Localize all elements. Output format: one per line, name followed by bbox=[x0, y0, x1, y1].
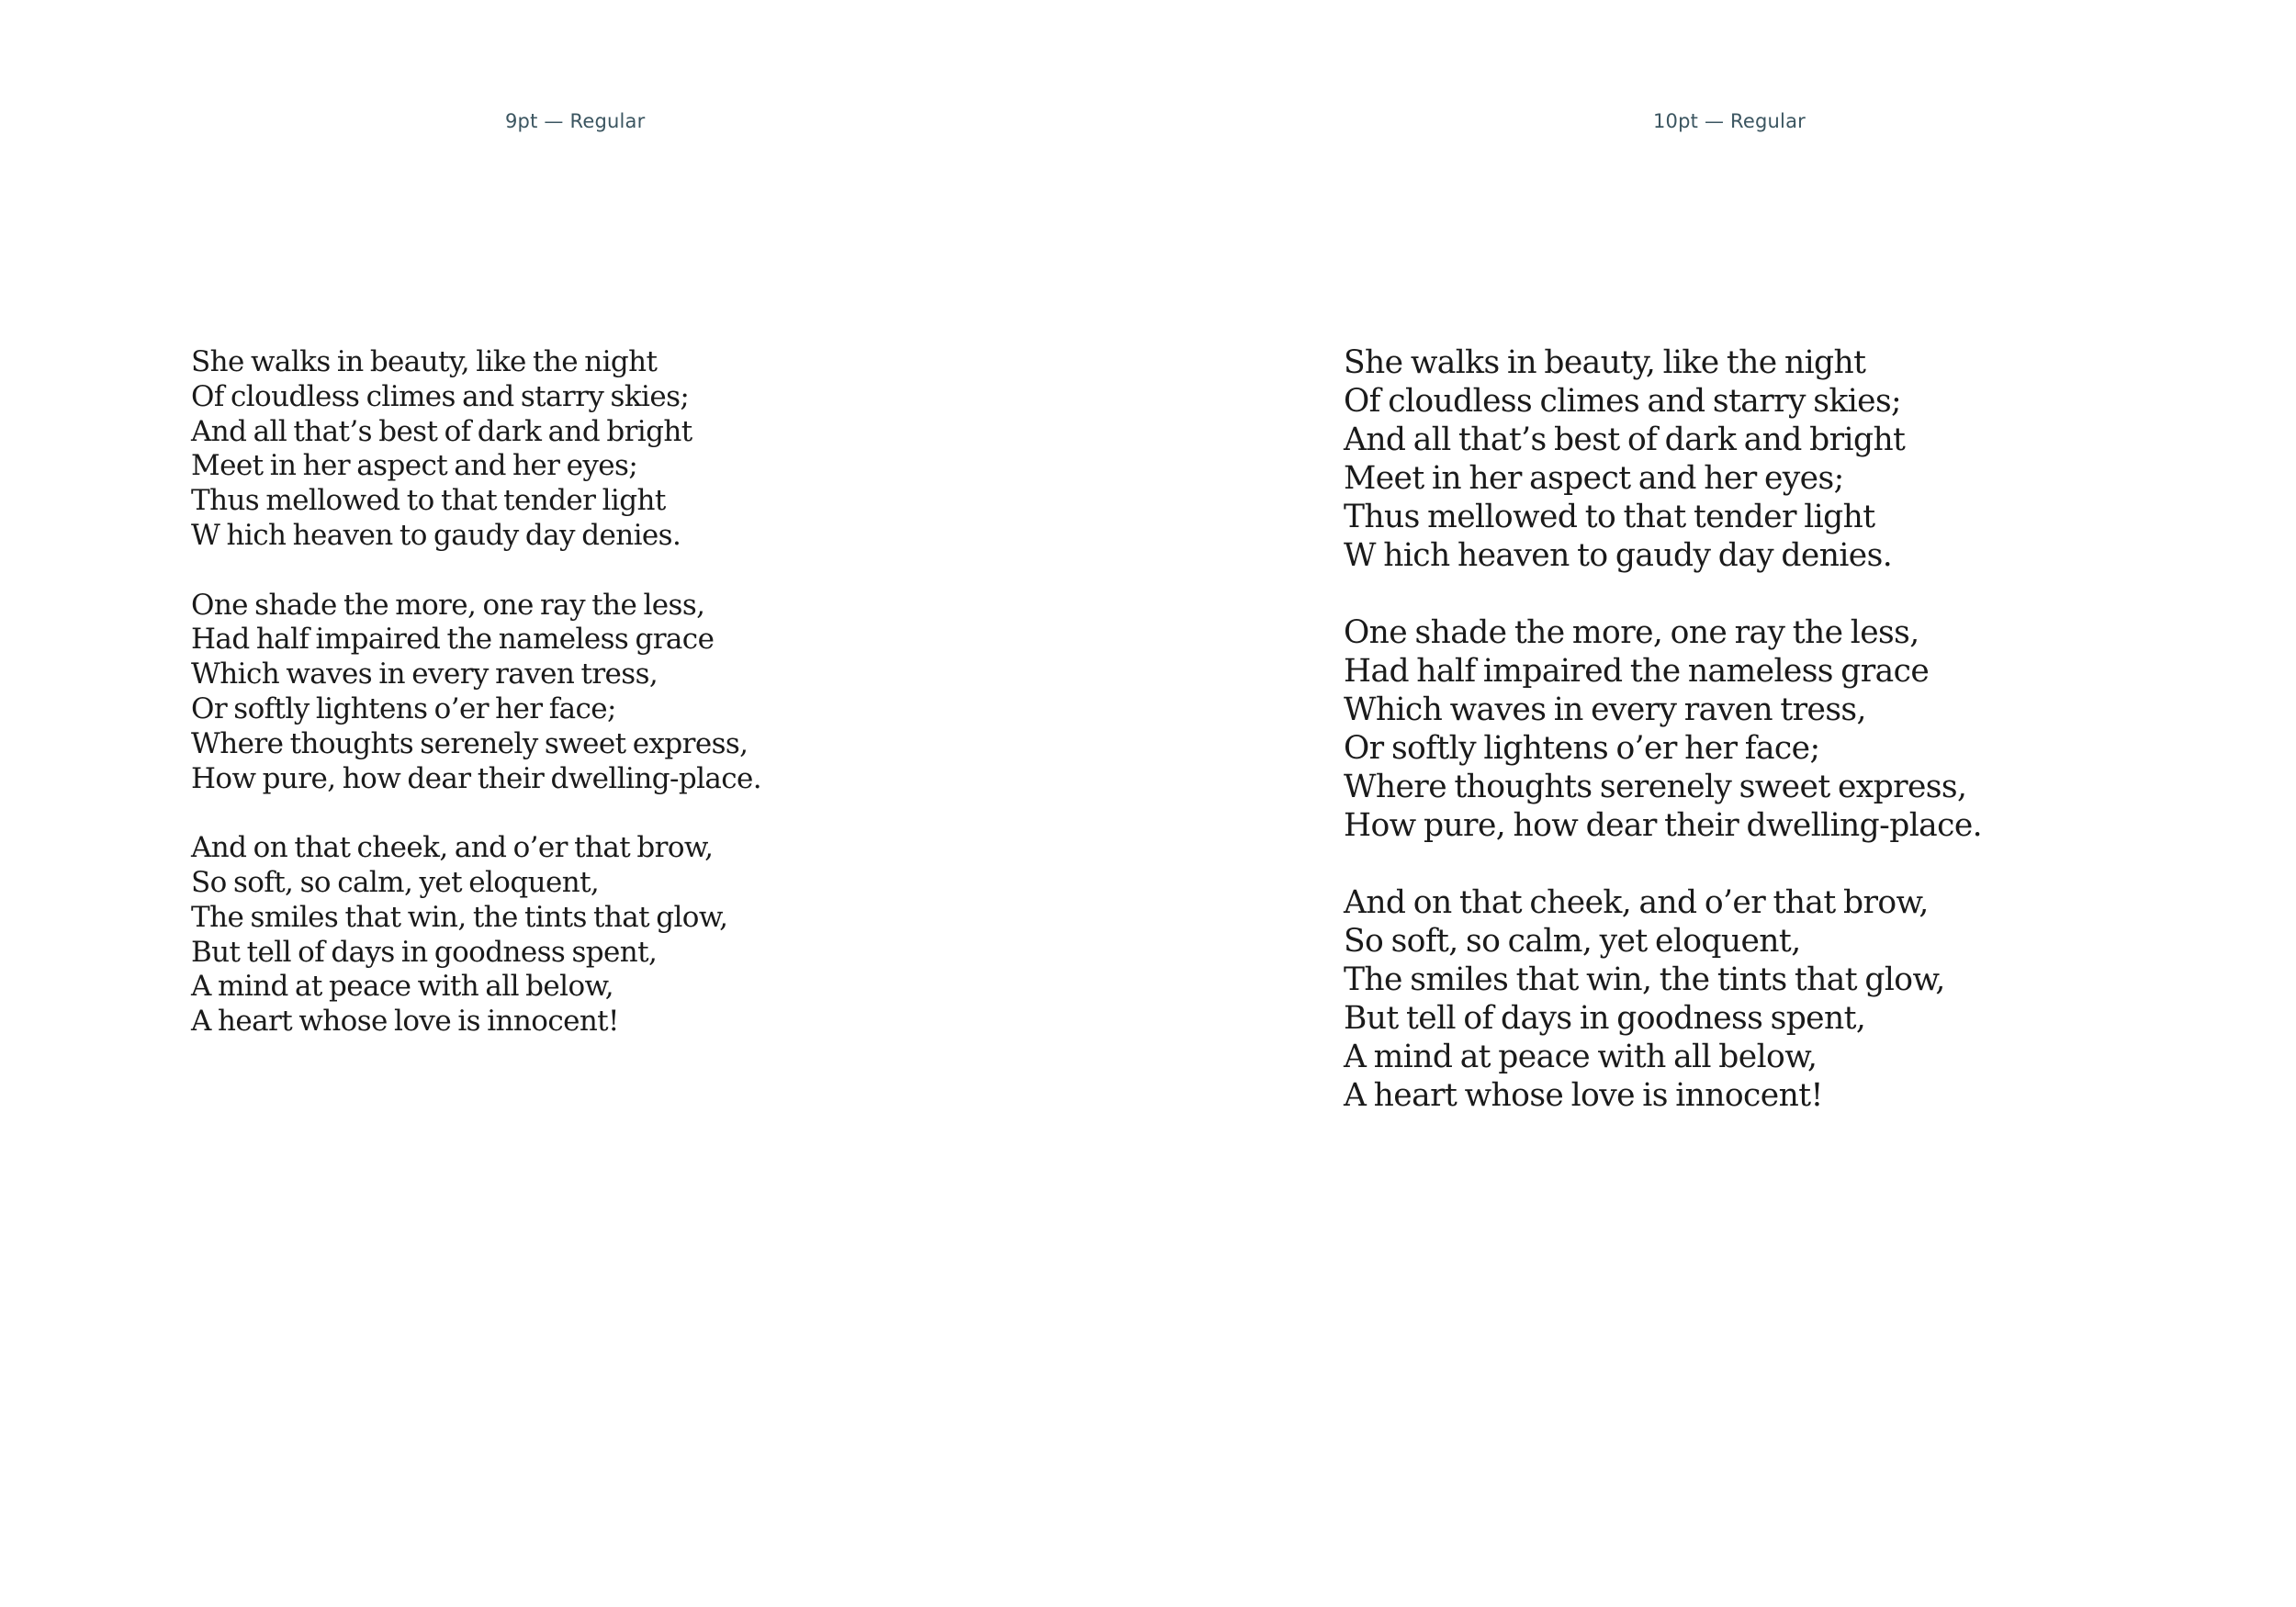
poem-line: Of cloudless climes and starry skies; bbox=[191, 379, 690, 413]
poem-line: W hich heaven to gaudy day denies. bbox=[191, 518, 681, 552]
stanza-1 bbox=[191, 345, 761, 554]
poem-line: She walks in beauty, like the night bbox=[1344, 344, 1866, 381]
poem-line: Or softly lightens o’er her face; bbox=[191, 691, 616, 725]
poem-line: So soft, so calm, yet eloquent, bbox=[191, 865, 600, 899]
poem-line: Thus mellowed to that tender light bbox=[191, 484, 666, 518]
stanza-2 bbox=[191, 589, 761, 797]
poem-line: Which waves in every raven tress, bbox=[1344, 691, 1866, 728]
specimen-label-9pt: 9pt — Regular bbox=[505, 110, 646, 132]
poem-line: Had half impaired the nameless grace bbox=[191, 623, 715, 657]
poem-10pt bbox=[1344, 343, 1982, 1115]
poem-line: Where thoughts serenely sweet express, bbox=[191, 726, 748, 760]
specimen-label-10pt: 10pt — Regular bbox=[1653, 110, 1806, 132]
page-right-10pt bbox=[1148, 0, 2296, 1607]
poem-line: And on that cheek, and o’er that brow, bbox=[1344, 884, 1929, 921]
poem-line: And all that’s best of dark and bright bbox=[191, 414, 692, 448]
stanza-3 bbox=[1344, 883, 1982, 1115]
poem-line: A mind at peace with all below, bbox=[1344, 1039, 1818, 1075]
poem-line: How pure, how dear their dwelling-place. bbox=[191, 761, 762, 795]
poem-line: One shade the more, one ray the less, bbox=[1344, 614, 1919, 651]
poem-9pt bbox=[191, 345, 761, 1039]
stanza-3 bbox=[191, 831, 761, 1039]
poem-line: The smiles that win, the tints that glow, bbox=[1344, 961, 1945, 998]
poem-line: Meet in her aspect and her eyes; bbox=[191, 449, 638, 483]
poem-line: She walks in beauty, like the night bbox=[191, 345, 658, 378]
poem-line: Or softly lightens o’er her face; bbox=[1344, 730, 1820, 767]
poem-line: How pure, how dear their dwelling-place. bbox=[1344, 807, 1982, 844]
poem-line: Of cloudless climes and starry skies; bbox=[1344, 383, 1902, 420]
poem-line: And all that’s best of dark and bright bbox=[1344, 421, 1906, 458]
poem-line: One shade the more, one ray the less, bbox=[191, 588, 705, 622]
poem-line: W hich heaven to gaudy day denies. bbox=[1344, 537, 1893, 574]
poem-line: Which waves in every raven tress, bbox=[191, 657, 658, 691]
poem-line: A heart whose love is innocent! bbox=[191, 1005, 619, 1039]
poem-line: Thus mellowed to that tender light bbox=[1344, 499, 1875, 535]
stanza-1 bbox=[1344, 343, 1982, 575]
poem-line: The smiles that win, the tints that glow, bbox=[191, 900, 728, 934]
stanza-2 bbox=[1344, 613, 1982, 845]
poem-line: So soft, so calm, yet eloquent, bbox=[1344, 923, 1801, 960]
poem-line: Meet in her aspect and her eyes; bbox=[1344, 460, 1844, 497]
poem-line: A heart whose love is innocent! bbox=[1344, 1077, 1823, 1114]
poem-line: Where thoughts serenely sweet express, bbox=[1344, 769, 1967, 805]
poem-line: And on that cheek, and o’er that brow, bbox=[191, 831, 714, 865]
poem-line: Had half impaired the nameless grace bbox=[1344, 653, 1930, 690]
poem-line: A mind at peace with all below, bbox=[191, 970, 614, 1004]
poem-line: But tell of days in goodness spent, bbox=[191, 935, 658, 969]
poem-line: But tell of days in goodness spent, bbox=[1344, 1000, 1866, 1037]
